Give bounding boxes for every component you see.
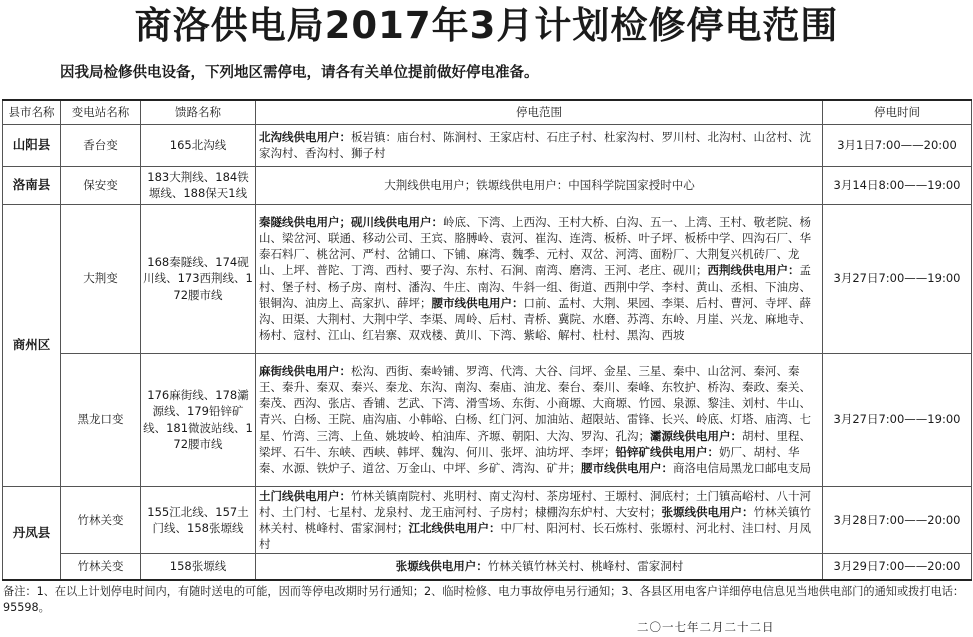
table-row	[3, 204, 972, 353]
header-scope: 停电范围	[256, 100, 823, 124]
county-cell: 山阳县	[3, 124, 61, 166]
county-cell: 丹凤县	[3, 486, 61, 580]
time-cell: 3月29日7:00——20:00	[823, 554, 972, 580]
station-cell: 竹林关变	[61, 486, 141, 554]
header-time: 停电时间	[823, 100, 972, 124]
station-cell: 香台变	[61, 124, 141, 166]
user-group-label: 江北线供电用户：	[408, 520, 501, 535]
user-group-label: 土门线供电用户：	[259, 488, 351, 503]
scope-cell	[256, 353, 823, 486]
header-county: 县市名称	[3, 100, 61, 124]
outage-area-list: 竹林关镇竹林关村、桃峰村、雷家洞村；	[259, 504, 811, 535]
user-group-label: 灞源线供电用户：	[650, 428, 742, 443]
outage-area-list: 孟村、堡子村、杨子房、南村、潘沟、牛庄、南沟、牛斜一组、街道、西荆中学、李村、黄山、丞相、下油房、银铜沟、油房上、高家扒、薛坪；	[259, 263, 811, 310]
user-group-label: 麻街线供电用户：	[259, 363, 351, 378]
user-group-label: 张塬线供电用户：	[661, 504, 754, 519]
outage-area-list: 竹林关镇竹林关村、桃峰村、雷家洞村	[487, 559, 684, 574]
user-group-label: 秦隧线供电用户；砚川线供电用户：	[259, 214, 443, 229]
county-cell: 商州区	[3, 204, 61, 486]
header-station: 变电站名称	[61, 100, 141, 124]
outage-area-list: 松沟、西街、秦岭铺、罗湾、代湾、大谷、闫坪、金星、三星、秦中、山岔河、秦河、秦王、秦升、秦双、秦兴、秦龙、东沟、南沟、秦庙、油龙、秦台、秦川、秦峰、东牧护、桥沟、秦政、秦关、秦茂、西沟、张店、香铺、艺武、下湾、滑雪场、东街、小商塬、大商塬、竹园、泉源、黎洼、刘村、牛山、青兴、白杨、王院、庙沟庙、小韩峪、白杨、红门河、加油站、超限站、雷锋、长兴、岭底、灯塔、庙湾、七星、竹湾、三湾、上鱼、姚坡岭、柏油库、齐塬、朝阳、大沟、罗沟、孔沟；	[259, 363, 811, 443]
outage-area-list: 口前、孟村、大荆、果园、李渠、后村、曹河、寺坪、薛沟、田渠、大荆村、大荆中学、李渠、周岭、后村、青桥、冀院、水磨、苏湾、东岭、月崖、兴龙、麻地寺、杨村、寇村、江山、红岩寨、双戏楼、黄川、下湾、紫峪、解村、杜村、黑沟、西坡	[259, 295, 811, 343]
issue-date: 二〇一七年二月二十二日	[637, 620, 775, 634]
page-title: 商洛供电局2017年3月计划检修停电范围	[134, 4, 839, 47]
user-group-label: 北沟线供电用户：	[259, 129, 351, 144]
feeder-cell: 158张塬线	[141, 554, 256, 580]
feeder-cell: 183大荆线、184铁塬线、188保天1线	[141, 166, 256, 204]
outage-table	[2, 99, 972, 581]
notes-text: 备注：1、在以上计划停电时间内，有随时送电的可能，因而等停电改期时另行通知；2、临时检修、电力事故停电另行通知；3、各县区用电客户详细停电信息见当地供电部门的通知或拨打电话：95598。	[3, 585, 965, 614]
time-cell: 3月1日7:00——20:00	[823, 124, 972, 166]
time-cell: 3月14日8:00——19:00	[823, 166, 972, 204]
feeder-cell: 155江北线、157土门线、158张塬线	[141, 486, 256, 554]
user-group-label: 张塬线供电用户：	[395, 559, 488, 574]
user-group-label: 西荆线供电用户：	[707, 263, 800, 278]
table-row	[3, 486, 972, 554]
scope-cell	[256, 204, 823, 353]
user-group-label: 腰市线供电用户：	[431, 295, 524, 310]
feeder-cell: 176麻街线、178灞源线、179铅锌矿线、181微波站线、172腰市线	[141, 353, 256, 486]
scope-cell	[256, 166, 823, 204]
station-cell: 保安变	[61, 166, 141, 204]
time-cell: 3月27日7:00——19:00	[823, 204, 972, 353]
table-row	[3, 554, 972, 580]
scope-cell	[256, 486, 823, 554]
county-cell: 洛南县	[3, 166, 61, 204]
scope-cell	[256, 554, 823, 580]
page-subtitle: 因我局检修供电设备，下列地区需停电，请各有关单位提前做好停电准备。	[60, 65, 539, 81]
outage-area-list: 奶厂、胡村、华秦、水源、铁炉子、道岔、万金山、中坪、乡矿、湾沟、矿井；	[259, 444, 800, 475]
station-cell: 竹林关变	[61, 554, 141, 580]
user-group-label: 铅锌矿线供电用户：	[615, 444, 719, 459]
header-feeder: 馈路名称	[141, 100, 256, 124]
table-row	[3, 124, 972, 166]
outage-area-list: 胡村、里程、梁坪、石牛、东峡、西峡、韩坪、魏沟、何川、张坪、油坊坪、李坪；	[259, 428, 811, 459]
feeder-cell: 168秦隧线、174砚川线、173西荆线、172腰市线	[141, 204, 256, 353]
time-cell: 3月28日7:00——20:00	[823, 486, 972, 554]
outage-area-list: 商洛电信局黑龙口邮电支局	[673, 461, 811, 475]
outage-area-list: 岭底、下湾、上西沟、王村大桥、白沟、五一、上湾、王村、敬老院、杨山、梁岔河、联通、移动公司、王宾、胳膊岭、袁河、崔沟、连湾、板桥、叶子坪、板桥中学、四沟石厂、华泰石料厂、桃岔河、严村、岔铺口、下铺、麻湾、魏季、元村、双岔、河湾、面粉厂、大荆复兴机砖厂、龙山、上坪、普陀、丁湾、西村、要子沟、东村、石涧、南湾、磨湾、王河、老庄、砚川；	[259, 214, 811, 278]
feeder-cell: 165北沟线	[141, 124, 256, 166]
station-cell: 大荆变	[61, 204, 141, 353]
time-cell: 3月27日7:00——19:00	[823, 353, 972, 486]
table-header-row	[3, 100, 972, 124]
table-row	[3, 353, 972, 486]
outage-area-list: 大荆线供电用户；铁塬线供电用户：中国科学院国家授时中心	[384, 177, 695, 192]
outage-area-list: 板岩镇：庙台村、陈涧村、王家店村、石庄子村、杜家沟村、罗川村、北沟村、山岔村、沈家沟村、香沟村、狮子村	[259, 129, 811, 160]
scope-cell	[256, 124, 823, 166]
outage-area-list: 中厂村、阳河村、长石炼村、张塬村、河北村、洼口村、月凤村	[259, 520, 811, 552]
outage-area-list: 竹林关镇南院村、兆明村、南丈沟村、茶房垭村、王塬村、洞底村；土门镇高峪村、八十河村、土门村、七星村、龙泉村、龙王庙河村、子房村；棣棚沟东炉村、大安村；	[259, 488, 811, 519]
table-row	[3, 166, 972, 204]
user-group-label: 腰市线供电用户：	[581, 461, 673, 475]
station-cell: 黑龙口变	[61, 353, 141, 486]
